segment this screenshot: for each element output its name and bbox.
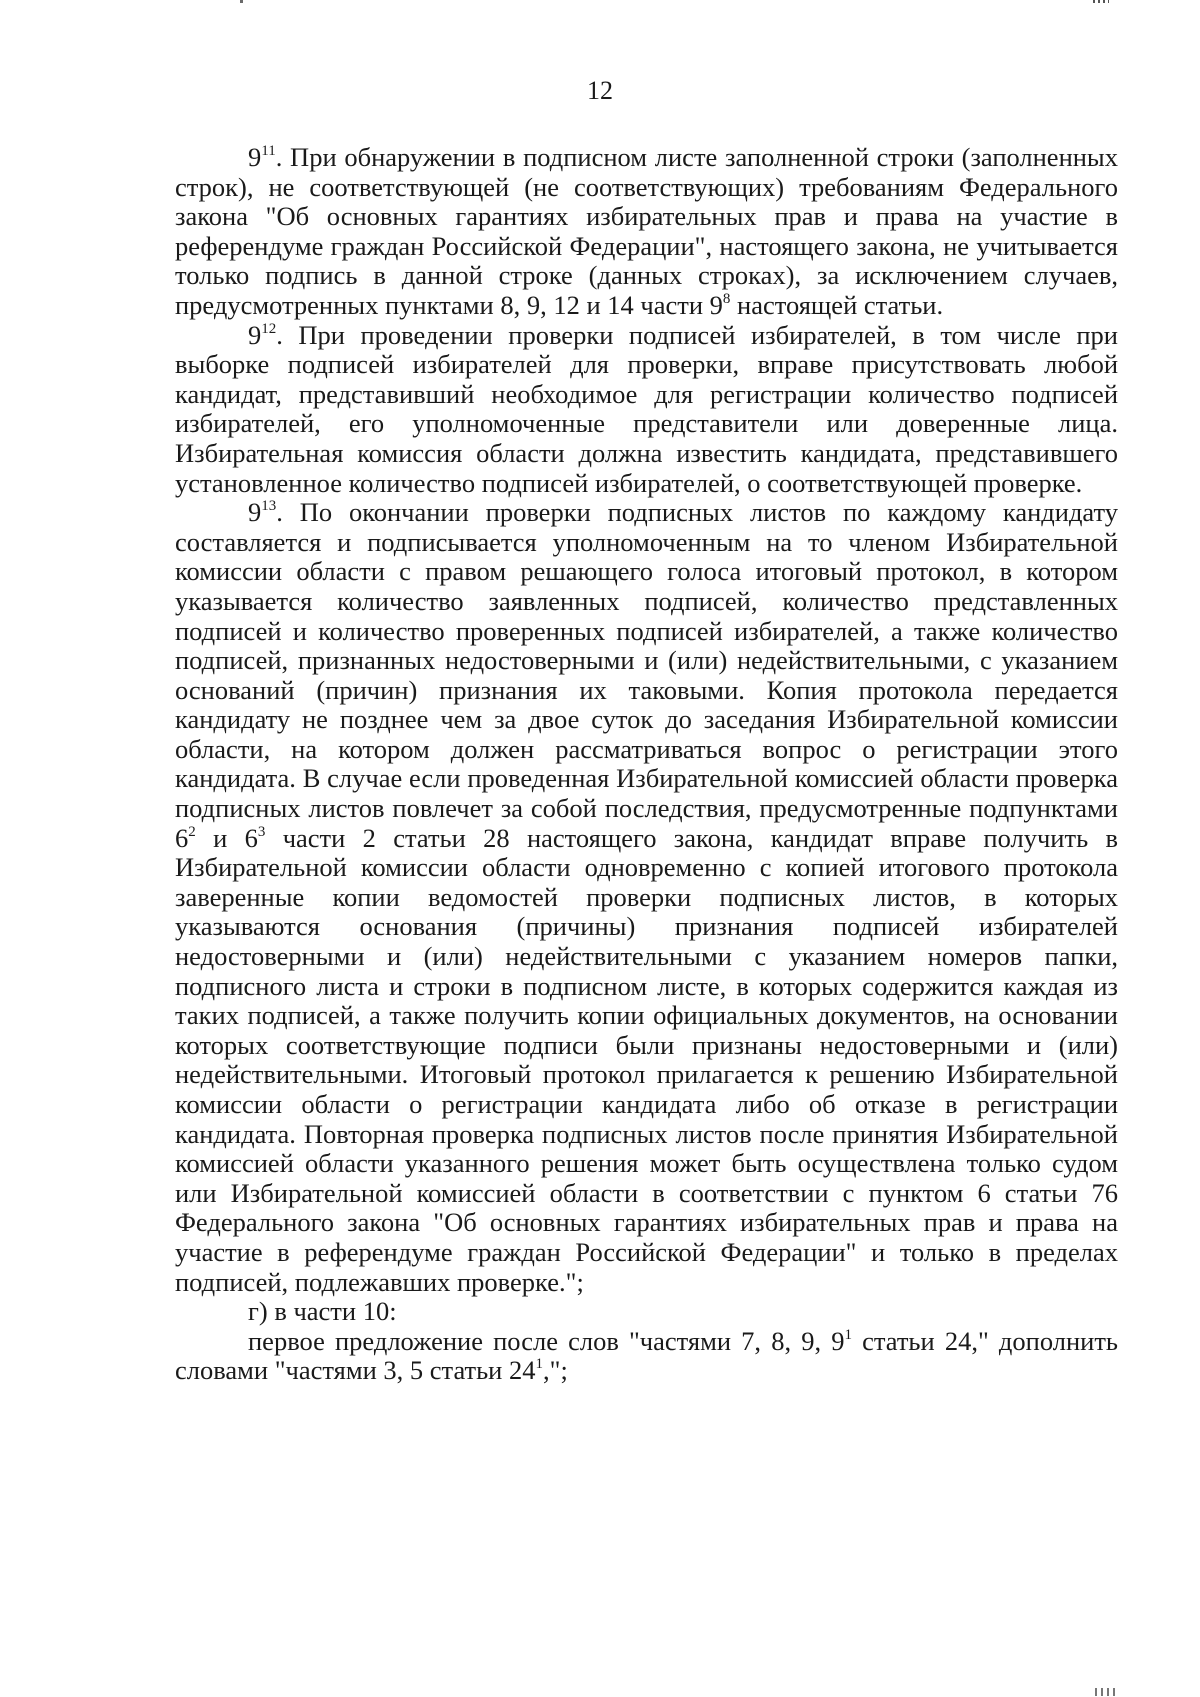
- clause-number: 9: [248, 142, 262, 172]
- reference-superscript: 1: [844, 1326, 852, 1343]
- scan-artifact: [1093, 0, 1109, 3]
- paragraph-text: . По окончании проверки подписных листов по каждому кандидату составляется и подписывается уполномоченным на то членом Избирательной комиссии области с правом решающего голоса итоговый протокол, в котором указывается количество заявленных подписей, количество представленных подписей и количество проверенных подписей избирателей, а также количество подписей, признанных недостоверными и (или) недействительными, с указанием оснований (причин) признания их таковыми. Копия протокола передается кандидату не позднее чем за двое суток до заседания Избирательной комиссии области, на котором должен рассматриваться вопрос о регистрации этого кандидата. В случае если проведенная Избирательной комиссией области проверка подписных листов повлечет за собой последствия, предусмотренные подпунктами 6: [175, 497, 1118, 853]
- paragraph-9-13: [175, 498, 1118, 1297]
- document-body: [175, 143, 1118, 1386]
- paragraph-9-12: [175, 321, 1118, 499]
- paragraph-text: части 2 статьи 28 настоящего закона, кандидат вправе получить в Избирательной комиссии области одновременно с копией итогового протокола заверенные копии ведомостей проверки подписных листов, в которых указываются основания (причины) признания подписей избирателей недостоверными и (или) недействительными с указанием номеров папки, подписного листа и строки в подписном листе, в которых содержится каждая из таких подписей, а также получить копии официальных документов, на основании которых соответствующие подписи были признаны недостоверными и (или) недействительными. Итоговый протокол прилагается к решению Избирательной комиссии области о регистрации кандидата либо об отказе в регистрации кандидата. Повторная проверка подписных листов после принятия Избирательной комиссией области указанного решения может быть осуществлена только судом или Избирательной комиссией области в соответствии с пунктом 6 статьи 76 Федерального закона "Об основных гарантиях избирательных прав и права на участие в референдуме граждан Российской Федерации" и только в пределах подписей, подлежавших проверке.";: [175, 822, 1119, 1297]
- paragraph-text: и 6: [195, 822, 258, 853]
- reference-superscript: 8: [722, 290, 731, 307]
- clause-superscript: 11: [261, 142, 276, 159]
- clause-number: 9: [248, 319, 262, 350]
- clause-superscript: 13: [261, 497, 277, 514]
- scan-artifact: [1095, 1688, 1117, 1696]
- reference-superscript: 1: [535, 1356, 543, 1373]
- paragraph-text: настоящей статьи.: [730, 289, 944, 320]
- clause-number: 9: [248, 497, 262, 528]
- paragraph-first-sentence: [175, 1327, 1118, 1386]
- paragraph-text: г) в части 10:: [248, 1296, 397, 1327]
- page-number: 12: [587, 76, 613, 105]
- clause-superscript: 12: [261, 320, 277, 337]
- paragraph-text: . При проведении проверки подписей избирателей, в том числе при выборке подписей избирателей для проверки, вправе присутствовать любой кандидат, представивший необходимое для регистрации количество подписей избирателей, его уполномоченные представители или доверенные лица. Избирательная комиссия области должна известить кандидата, представившего установленное количество подписей избирателей, о соответствующей проверке.: [175, 319, 1118, 498]
- reference-superscript: 3: [257, 823, 266, 840]
- paragraph-text: первое предложение после слов "частями 7, 8, 9, 9: [248, 1325, 845, 1356]
- paragraph-text: ,";: [543, 1355, 568, 1386]
- paragraph-9-11: [175, 143, 1118, 321]
- scan-artifact: [240, 0, 243, 3]
- paragraph-g: [175, 1297, 1118, 1327]
- paragraph-text: статьи 24," дополнить словами "частями 3, 5 статьи 24: [175, 1325, 1118, 1386]
- paragraph-text: . При обнаружении в подписном листе заполненной строки (заполненных строк), не соответствующей (не соответствующих) требованиям Федерального закона "Об основных гарантиях избирательных прав и права на участие в референдуме граждан Российской Федерации", настоящего закона, не учитывается только подпись в данной строке (данных строках), за исключением случаев, предусмотренных пунктами 8, 9, 12 и 14 части 9: [175, 142, 1118, 320]
- reference-superscript: 2: [188, 823, 196, 840]
